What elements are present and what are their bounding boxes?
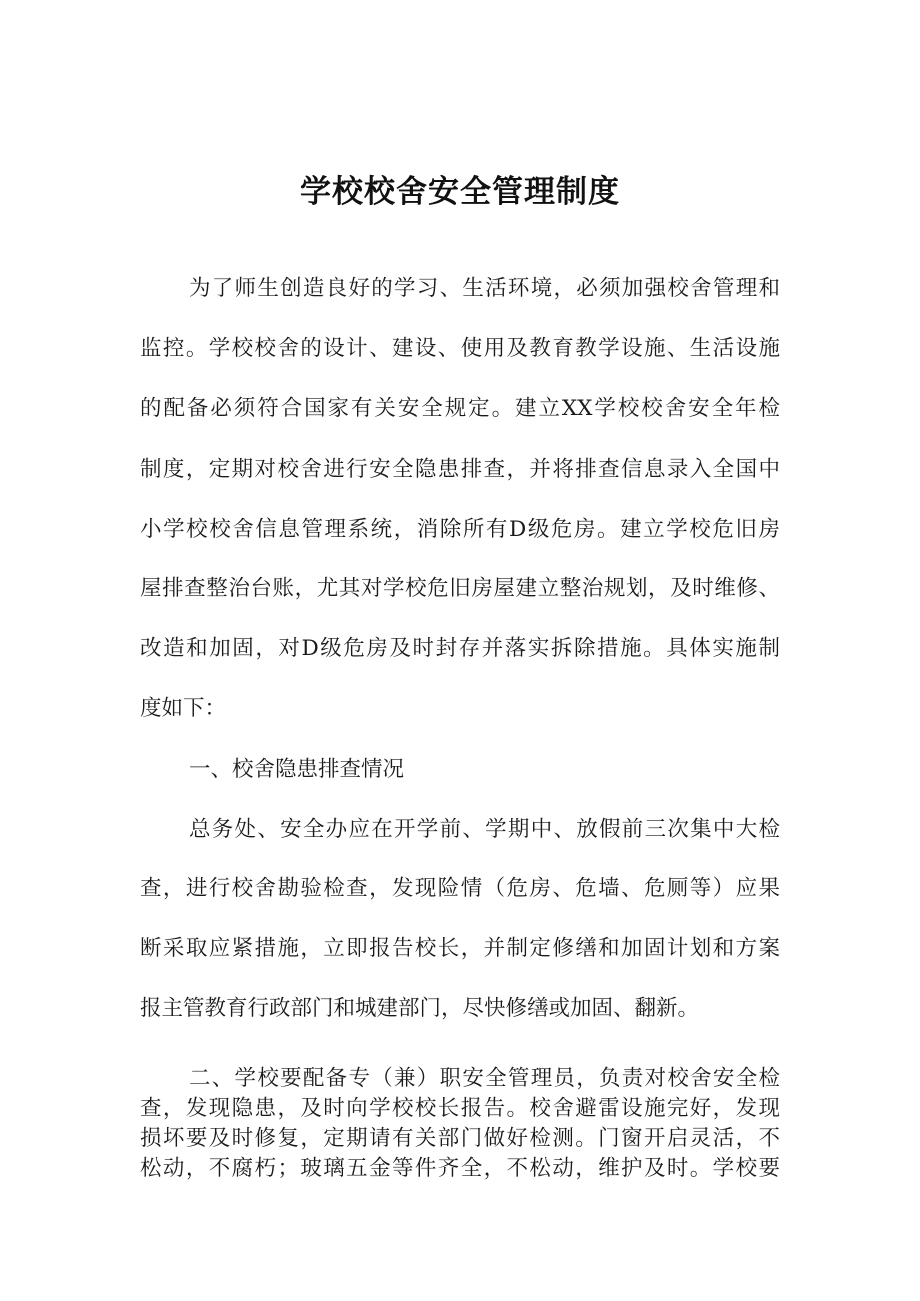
paragraph-line: 度如下： xyxy=(140,696,227,721)
paragraph-line: 查，发现隐患，及时向学校校长报告。校舍避雷设施完好，发现 xyxy=(140,1096,780,1121)
paragraph-line: 为了师生创造良好的学习、生活环境，必须加强校舍管理和 xyxy=(189,276,780,301)
paragraph-line: 屋排查整治台账，尤其对学校危旧房屋建立整治规划，及时维修、 xyxy=(140,576,780,601)
document-title: 学校校舍安全管理制度 xyxy=(300,174,620,210)
paragraph-line: 断采取应紧措施，立即报告校长，并制定修缮和加固计划和方案 xyxy=(140,936,780,961)
paragraph-line: 总务处、安全办应在开学前、学期中、放假前三次集中大检 xyxy=(189,817,780,842)
paragraph-line: 查，进行校舍勘验检查，发现险情（危房、危墙、危厕等）应果 xyxy=(140,876,780,901)
paragraph-line: 小学校校舍信息管理系统，消除所有D级危房。建立学校危旧房 xyxy=(140,517,780,542)
paragraph-line: 报主管教育行政部门和城建部门，尽快修缮或加固、翻新。 xyxy=(140,996,700,1021)
paragraph-line: 的配备必须符合国家有关安全规定。建立XX学校校舍安全年检 xyxy=(140,396,780,421)
paragraph-line: 改造和加固，对D级危房及时封存并落实拆除措施。具体实施制 xyxy=(140,636,780,661)
paragraph-line: 二、学校要配备专（兼）职安全管理员，负责对校舍安全检 xyxy=(189,1066,780,1091)
paragraph-line: 松动，不腐朽；玻璃五金等件齐全，不松动，维护及时。学校要 xyxy=(140,1156,780,1181)
section-heading: 一、校舍隐患排查情况 xyxy=(189,757,405,782)
paragraph-line: 监控。学校校舍的设计、建设、使用及教育教学设施、生活设施 xyxy=(140,336,780,361)
paragraph-line: 制度，定期对校舍进行安全隐患排查，并将排查信息录入全国中 xyxy=(140,457,780,482)
paragraph-line: 损坏要及时修复，定期请有关部门做好检测。门窗开启灵活，不 xyxy=(140,1126,780,1151)
